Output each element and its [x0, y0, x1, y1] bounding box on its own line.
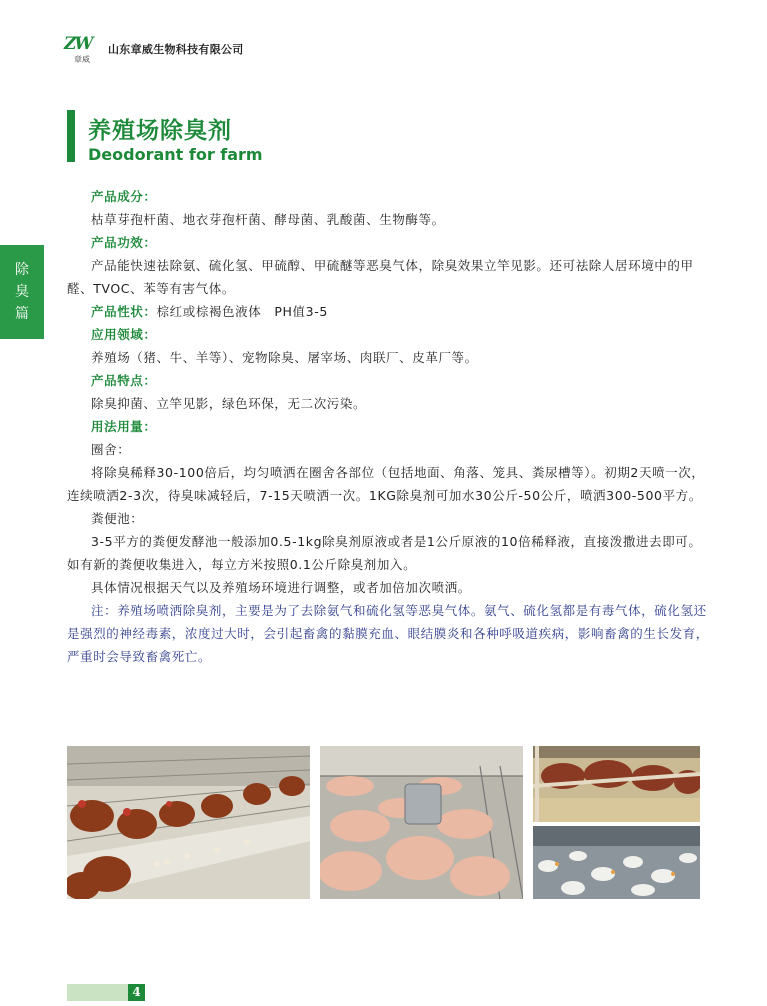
effect-text: 产品能快速祛除氨、硫化氢、甲硫醇、甲硫醚等恶臭气体，除臭效果立竿见影。还可祛除人居环境中的甲醛、TVOC、苯等有害气体。 [67, 258, 694, 296]
features-heading: 产品特点： [91, 373, 157, 388]
effect-heading: 产品功效： [91, 235, 157, 250]
pig-farm-photo [320, 746, 523, 899]
application-heading: 应用领域： [91, 327, 157, 342]
title-accent-bar [67, 110, 75, 162]
side-tab-char: 除 [15, 262, 29, 278]
side-tab-char: 篇 [15, 306, 29, 322]
property-text: 棕红或棕褐色液体 PH值3-5 [156, 304, 328, 319]
chicken-farm-photo [67, 746, 310, 899]
features-text: 除臭抑菌、立竿见影，绿色环保，无二次污染。 [91, 396, 367, 411]
pen-heading: 圈舍： [91, 442, 131, 457]
logo-cn: 章威 [74, 55, 90, 64]
company-logo [62, 34, 106, 66]
manure-text: 3-5平方的粪便发酵池一般添加0.5-1kg除臭剂原液或者是1公斤原液的10倍稀释液，直接泼撒进去即可。如有新的粪便收集进入，每立方米按照0.1公斤除臭剂加入。 [67, 534, 702, 572]
ingredients-text: 枯草芽孢杆菌、地衣芽孢杆菌、酵母菌、乳酸菌、生物酶等。 [91, 212, 445, 227]
manure-heading: 粪便池： [91, 511, 144, 526]
page-subtitle: Deodorant for farm [88, 145, 263, 164]
company-name: 山东章威生物科技有限公司 [108, 43, 244, 56]
page-number: 4 [128, 984, 145, 1001]
pen-text: 将除臭稀释30-100倍后，均匀喷洒在圈舍各部位（包括地面、角落、笼具、粪尿槽等）。初期2天喷一次，连续喷洒2-3次，待臭味减轻后，7-15天喷洒一次。1KG除臭剂可加水30公斤-50公斤，喷洒300-500平方。 [67, 465, 705, 503]
cattle-farm-photo [533, 746, 700, 822]
side-tab-char: 臭 [15, 284, 29, 300]
note-text: 注：养殖场喷洒除臭剂，主要是为了去除氨气和硫化氢等恶臭气体。氨气、硫化氢都是有毒气体，硫化氢还是强烈的神经毒素，浓度过大时，会引起畜禽的黏膜充血、眼结膜炎和各种呼吸道疾病，影响畜禽的生长发育，严重时会导致畜禽死亡。 [67, 603, 709, 664]
header [62, 34, 244, 68]
usage-heading: 用法用量： [91, 419, 157, 434]
duck-farm-photo [533, 826, 700, 899]
application-text: 养殖场（猪、牛、羊等）、宠物除臭、屠宰场、肉联厂、皮革厂等。 [91, 350, 478, 365]
page-title: 养殖场除臭剂 [88, 118, 232, 144]
ingredients-heading: 产品成分： [91, 189, 157, 204]
property-heading: 产品性状： [91, 304, 157, 319]
product-description [67, 185, 712, 668]
section-side-tab [0, 245, 44, 339]
adjust-text: 具体情况根据天气以及养殖场环境进行调整，或者加倍加次喷洒。 [91, 580, 471, 595]
logo-mark: ZW [64, 34, 92, 54]
property-line [67, 300, 712, 323]
